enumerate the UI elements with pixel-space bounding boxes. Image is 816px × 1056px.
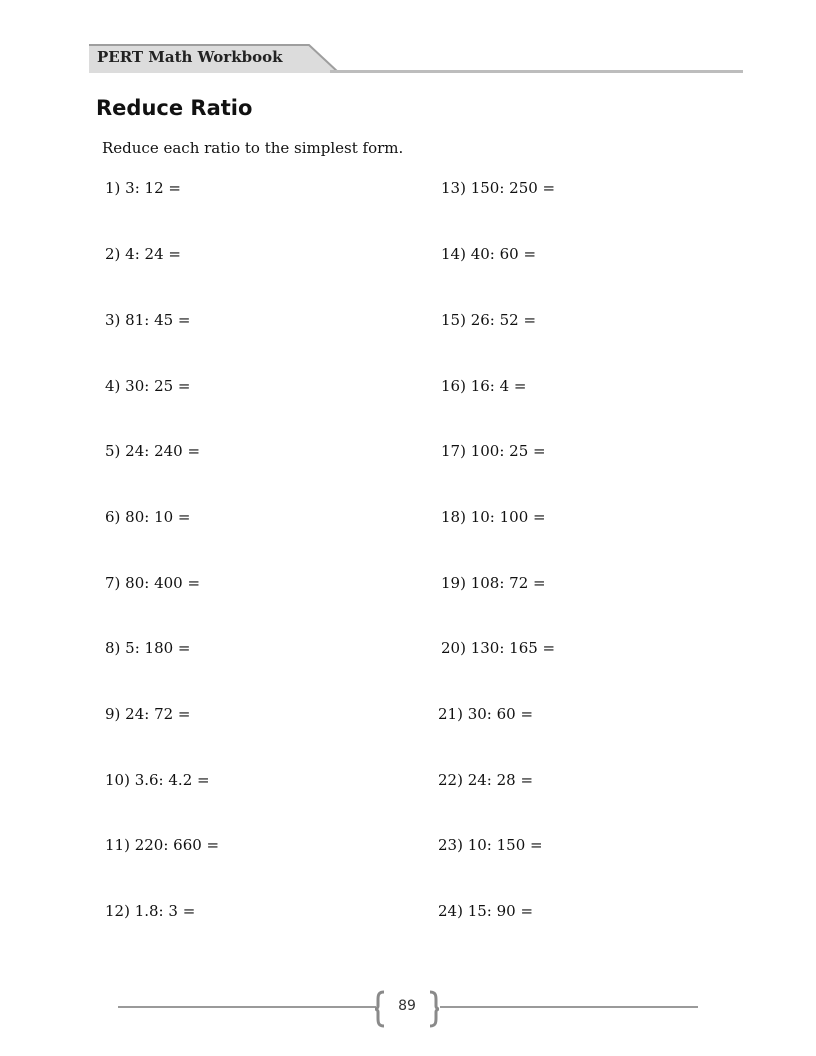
problem-8: 8) 5: 180 =: [105, 639, 191, 657]
footer-rule-right: [440, 1006, 698, 1008]
problem-21: 21) 30: 60 =: [438, 705, 534, 723]
problem-18: 18) 10: 100 =: [441, 508, 546, 526]
section-title: Reduce Ratio: [96, 96, 253, 120]
problem-23: 23) 10: 150 =: [438, 836, 543, 854]
instructions: Reduce each ratio to the simplest form.: [102, 139, 404, 157]
header-tab: [89, 44, 339, 73]
header-rule: [330, 70, 743, 73]
problem-9: 9) 24: 72 =: [105, 705, 191, 723]
problem-22: 22) 24: 28 =: [438, 771, 534, 789]
problem-7: 7) 80: 400 =: [105, 574, 201, 592]
footer-rule-left: [118, 1006, 376, 1008]
problem-14: 14) 40: 60 =: [441, 245, 537, 263]
page-number: 89: [398, 998, 416, 1014]
problem-11: 11) 220: 660 =: [105, 836, 220, 854]
problem-24: 24) 15: 90 =: [438, 902, 534, 920]
problem-3: 3) 81: 45 =: [105, 311, 191, 329]
problem-17: 17) 100: 25 =: [441, 442, 546, 460]
workbook-title: PERT Math Workbook: [97, 48, 283, 66]
problem-2: 2) 4: 24 =: [105, 245, 181, 263]
problem-10: 10) 3.6: 4.2 =: [105, 771, 210, 789]
problem-15: 15) 26: 52 =: [441, 311, 537, 329]
problem-19: 19) 108: 72 =: [441, 574, 546, 592]
problem-16: 16) 16: 4 =: [441, 377, 527, 395]
problem-4: 4) 30: 25 =: [105, 377, 191, 395]
problem-20: 20) 130: 165 =: [441, 639, 556, 657]
problem-1: 1) 3: 12 =: [105, 179, 181, 197]
problem-6: 6) 80: 10 =: [105, 508, 191, 526]
problem-5: 5) 24: 240 =: [105, 442, 201, 460]
problem-12: 12) 1.8: 3 =: [105, 902, 196, 920]
problem-13: 13) 150: 250 =: [441, 179, 556, 197]
